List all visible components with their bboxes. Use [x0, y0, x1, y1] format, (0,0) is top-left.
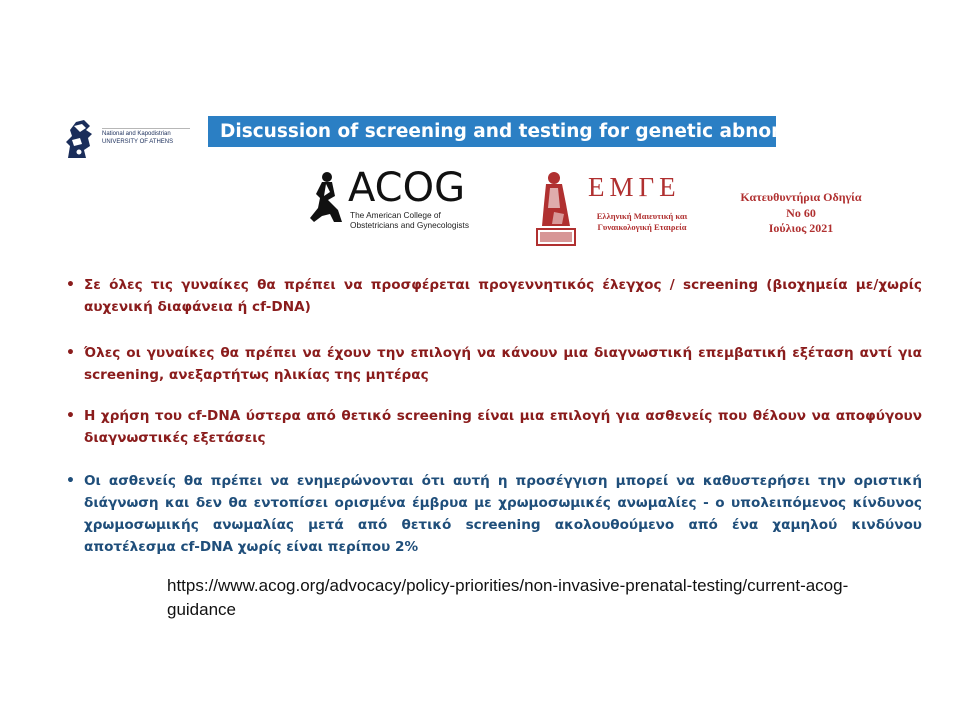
acog-wordmark: ACOG: [348, 165, 466, 211]
emge-logo: [534, 168, 704, 250]
acog-figure-icon: [308, 170, 346, 226]
bullet-dot: •: [66, 277, 75, 293]
slide-title: Discussion of screening and testing for genetic abnormalities: [208, 116, 776, 147]
emge-subtitle: Ελληνική Μαιευτική και Γυναικολογική Εταιρεία: [596, 211, 688, 232]
bullet-text: Οι ασθενείς θα πρέπει να ενημερώνονται ότι αυτή η προσέγγιση μπορεί να καθυστερήσει την οριστική διάγνωση και δεν θα εντοπίσει ορισμένα έμβρυα με χρωμοσωμικές ανωμαλίες - ο υπολειπόμενος κίνδυνος χρωμοσωμικής ανωμαλίας μετά από θετικό screening ακολουθούμενο από ένα χαμηλού κινδύνου αποτέλεσμα cf-DNA χωρίς είναι περίπου 2%: [84, 473, 922, 555]
bullet-text: Όλες οι γυναίκες θα πρέπει να έχουν την επιλογή να κάνουν μια διαγνωστική επεμβατική εξέταση αντί για screening, ανεξαρτήτως ηλικίας της μητέρας: [84, 345, 922, 383]
guideline-label: Κατευθυντήρια Οδηγία: [740, 190, 862, 204]
guideline-date: Ιούλιος 2021: [768, 221, 834, 235]
university-name: National and Kapodistrian UNIVERSITY OF ATHENS: [102, 131, 174, 145]
bullet-dot: •: [66, 473, 75, 489]
university-logo: [62, 116, 192, 162]
statue-icon: [534, 168, 578, 248]
bullet-text: Η χρήση του cf-DNA ύστερα από θετικό screening είναι μια επιλογή για ασθενείς που θέλουν να αποφύγουν διαγνωστικές εξετάσεις: [84, 408, 922, 446]
bullet-item: [66, 405, 922, 449]
logo-divider: [102, 128, 190, 129]
bullet-dot: •: [66, 345, 75, 361]
bullet-dot: •: [66, 408, 75, 424]
bullet-item: [66, 342, 922, 386]
acog-subtitle: The American College of Obstetricians and Gynecologists: [350, 210, 469, 230]
bullet-text: Σε όλες τις γυναίκες θα πρέπει να προσφέρεται προγεννητικός έλεγχος / screening (βιοχημεία με/χωρίς αυχενική διαφάνεια ή cf-DNA): [84, 277, 922, 315]
emge-wordmark: ΕΜΓΕ: [588, 172, 681, 202]
guideline-info: [726, 190, 876, 237]
athena-seal-icon: [62, 116, 96, 160]
acog-logo: [308, 165, 483, 232]
guideline-number: Νο 60: [786, 205, 816, 220]
bullet-item: [66, 274, 922, 318]
bullet-item: [66, 470, 922, 558]
source-url[interactable]: https://www.acog.org/advocacy/policy-priorities/non-invasive-prenatal-testing/current-acog-guidance: [167, 576, 849, 619]
